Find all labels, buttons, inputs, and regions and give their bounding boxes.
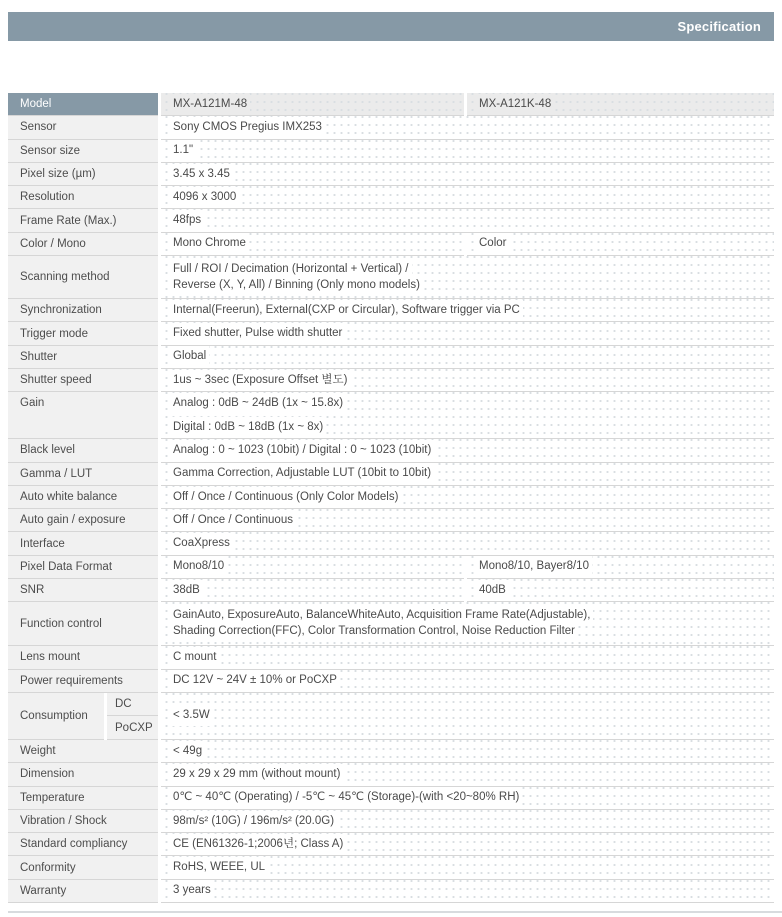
row-value-mono: Mono Chrome: [161, 233, 464, 256]
row-label: Function control: [8, 602, 158, 646]
table-row: [8, 810, 774, 833]
row-value: 48fps: [161, 209, 774, 232]
row-label: Gamma / LUT: [8, 463, 158, 486]
row-value: CE (EN61326-1;2006년; Class A): [161, 833, 774, 856]
row-value-color: 40dB: [467, 579, 774, 602]
table-row: [8, 763, 774, 786]
table-row: [8, 116, 774, 139]
table-row: [8, 163, 774, 186]
table-row: [8, 856, 774, 879]
table-row: [8, 486, 774, 509]
row-label: Synchronization: [8, 299, 158, 322]
row-value-mono: Mono8/10: [161, 556, 464, 579]
row-value: < 49g: [161, 740, 774, 763]
table-row: [8, 439, 774, 462]
row-label: Pixel Data Format: [8, 556, 158, 579]
row-label: Resolution: [8, 186, 158, 209]
row-label: SNR: [8, 579, 158, 602]
row-label: Weight: [8, 740, 158, 763]
row-label: Gain: [8, 392, 158, 439]
table-row: [8, 532, 774, 555]
table-row: [8, 787, 774, 810]
row-value: RoHS, WEEE, UL: [161, 856, 774, 879]
row-label: Lens mount: [8, 646, 158, 669]
row-value: CoaXpress: [161, 532, 774, 555]
row-value: C mount: [161, 646, 774, 669]
table-row: [8, 509, 774, 532]
sub-label-pocxp: PoCXP: [107, 716, 158, 740]
table-row: [8, 322, 774, 345]
row-label: Color / Mono: [8, 233, 158, 256]
table-row: [8, 670, 774, 693]
table-row: [8, 140, 774, 163]
row-value: Off / Once / Continuous (Only Color Models): [161, 486, 774, 509]
row-value: Global: [161, 346, 774, 369]
row-value: 1us ~ 3sec (Exposure Offset 별도): [161, 369, 774, 392]
model-name-color: MX-A121K-48: [467, 93, 774, 116]
row-value: Full / ROI / Decimation (Horizontal + Vertical) / Reverse (X, Y, All) / Binning (Only mono models): [161, 256, 774, 299]
row-value-color: Color: [467, 233, 774, 256]
row-label: Auto white balance: [8, 486, 158, 509]
model-name-mono: MX-A121M-48: [161, 93, 464, 116]
row-value: Sony CMOS Pregius IMX253: [161, 116, 774, 139]
row-label: Dimension: [8, 763, 158, 786]
table-row: [8, 186, 774, 209]
row-label: Consumption: [8, 693, 104, 740]
row-value: GainAuto, ExposureAuto, BalanceWhiteAuto, Acquisition Frame Rate(Adjustable), Shading Correction(FFC), Color Transformation Control, Noise Reduction Filter: [161, 602, 774, 646]
row-value: < 3.5W: [161, 693, 774, 740]
row-label: Interface: [8, 532, 158, 555]
table-row-split: [8, 579, 774, 602]
specification-table: [8, 93, 774, 903]
row-value-color: Mono8/10, Bayer8/10: [467, 556, 774, 579]
row-label: Pixel size (µm): [8, 163, 158, 186]
table-row-model: [8, 93, 774, 116]
bottom-divider: [8, 911, 782, 913]
row-label: Warranty: [8, 880, 158, 903]
row-label: Auto gain / exposure: [8, 509, 158, 532]
specification-header-bar: [8, 12, 774, 41]
row-label: Shutter speed: [8, 369, 158, 392]
row-label-model: Model: [8, 93, 158, 116]
row-value: 3 years: [161, 880, 774, 903]
table-row: [8, 833, 774, 856]
row-value: Analog : 0 ~ 1023 (10bit) / Digital : 0 ~ 1023 (10bit): [161, 439, 774, 462]
table-row: [8, 392, 774, 439]
row-value: 1.1": [161, 140, 774, 163]
table-row-split: [8, 233, 774, 256]
row-label: Conformity: [8, 856, 158, 879]
row-label: Standard compliancy: [8, 833, 158, 856]
table-row: [8, 209, 774, 232]
row-label: Black level: [8, 439, 158, 462]
row-value: Off / Once / Continuous: [161, 509, 774, 532]
row-value-mono: 38dB: [161, 579, 464, 602]
table-row: [8, 880, 774, 903]
row-value: 3.45 x 3.45: [161, 163, 774, 186]
table-row: [8, 369, 774, 392]
row-label: Power requirements: [8, 670, 158, 693]
table-row-split: [8, 556, 774, 579]
row-value: Gamma Correction, Adjustable LUT (10bit to 10bit): [161, 463, 774, 486]
row-value: DC 12V ~ 24V ± 10% or PoCXP: [161, 670, 774, 693]
row-label: Sensor size: [8, 140, 158, 163]
row-value: Fixed shutter, Pulse width shutter: [161, 322, 774, 345]
row-label: Scanning method: [8, 256, 158, 299]
row-label: Vibration / Shock: [8, 810, 158, 833]
row-value: Internal(Freerun), External(CXP or Circular), Software trigger via PC: [161, 299, 774, 322]
table-row: [8, 602, 774, 646]
page-title: Specification: [677, 19, 761, 34]
row-value: Analog : 0dB ~ 24dB (1x ~ 15.8x) Digital : 0dB ~ 18dB (1x ~ 8x): [161, 392, 774, 439]
table-row: [8, 299, 774, 322]
row-label: Sensor: [8, 116, 158, 139]
table-row: [8, 740, 774, 763]
row-value: 4096 x 3000: [161, 186, 774, 209]
table-row: [8, 646, 774, 669]
row-label: Frame Rate (Max.): [8, 209, 158, 232]
table-row-consumption: [8, 693, 774, 740]
row-value: 98m/s² (10G) / 196m/s² (20.0G): [161, 810, 774, 833]
row-label: Temperature: [8, 787, 158, 810]
row-value: 29 x 29 x 29 mm (without mount): [161, 763, 774, 786]
row-value: 0℃ ~ 40℃ (Operating) / -5℃ ~ 45℃ (Storage)-(with <20~80% RH): [161, 787, 774, 810]
table-row: [8, 346, 774, 369]
sub-label-dc: DC: [107, 693, 158, 717]
row-label: Shutter: [8, 346, 158, 369]
table-row: [8, 256, 774, 299]
row-label: Trigger mode: [8, 322, 158, 345]
table-row: [8, 463, 774, 486]
consumption-sub-column: [107, 693, 158, 740]
